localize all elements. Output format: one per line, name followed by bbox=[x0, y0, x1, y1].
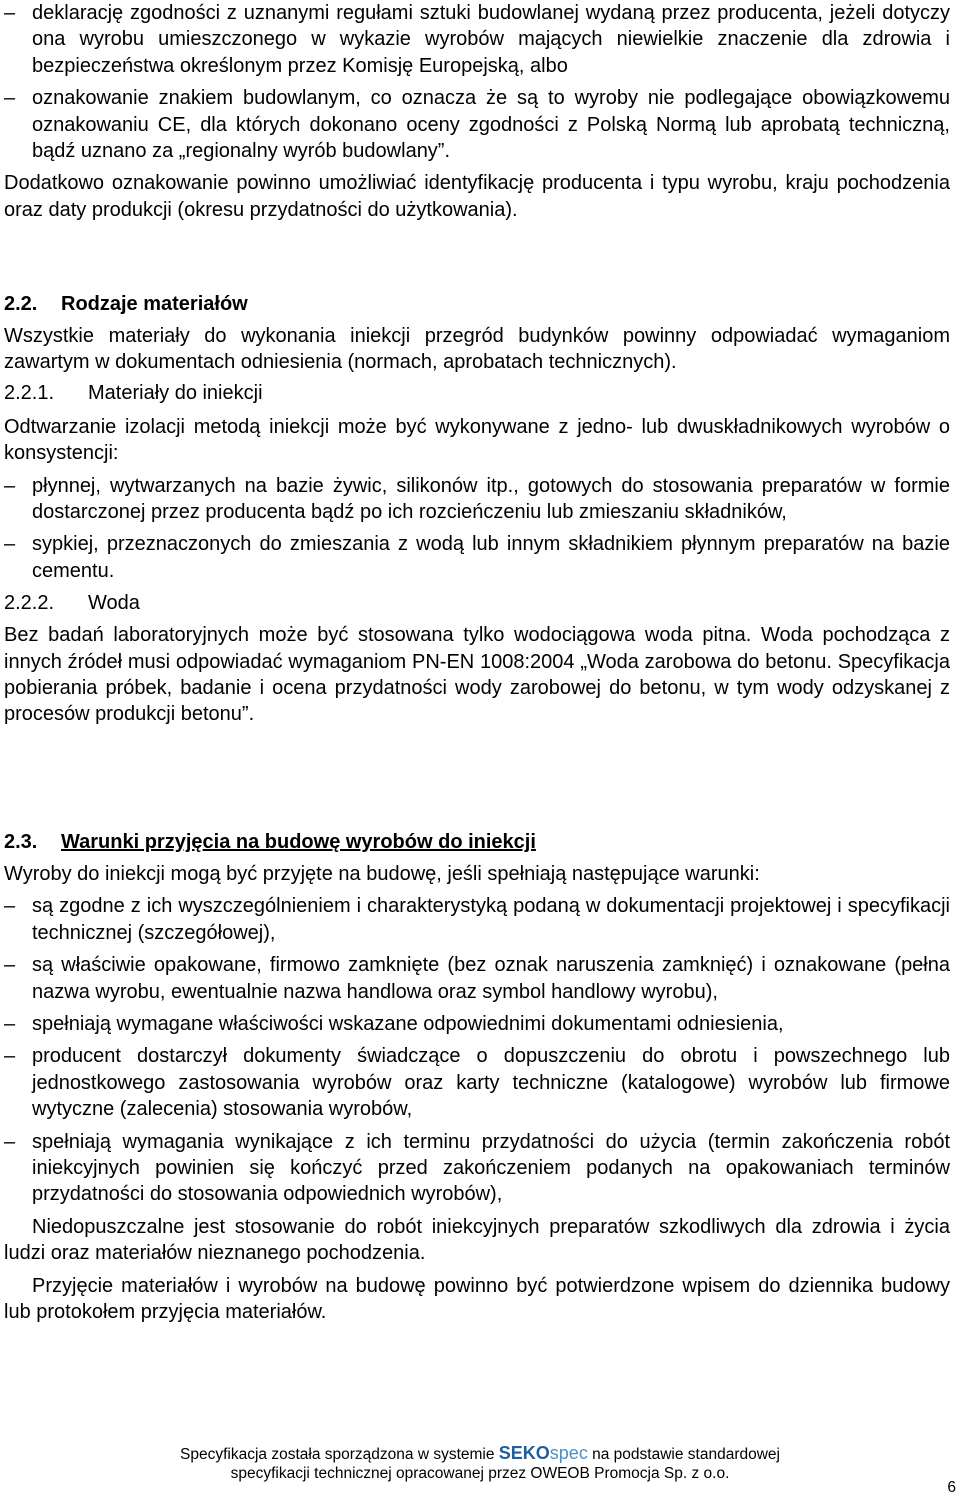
footer-line-1 bbox=[0, 1444, 960, 1464]
bullet-zgodne: – są zgodne z ich wyszczególnieniem i charakterystyką podaną w dokumentacji projektowej i specyfikacji technicznej (szczegółowej), bbox=[4, 893, 950, 946]
sekospec-logo-suffix: spec bbox=[549, 1443, 588, 1463]
subsection-title: Materiały do iniekcji bbox=[88, 381, 263, 404]
section-number: 2.3. bbox=[4, 831, 38, 853]
bullet-wlasciwosci: – spełniają wymagane właściwości wskazane odpowiednimi dokumentami odniesienia, bbox=[4, 1011, 950, 1037]
paragraph-materialy: Wszystkie materiały do wykonania iniekcji przegród budynków powinny odpowiadać wymaganiom zawartym w dokumentach odniesienia (normach, aprobatach technicznych). bbox=[4, 325, 950, 374]
paragraph-identyfikacja: Dodatkowo oznakowanie powinno umożliwiać identyfikację producenta i typu wyrobu, kraju pochodzenia oraz daty produkcji (okresu przydatności do użytkowania). bbox=[4, 172, 950, 221]
heading-2-2-2 bbox=[4, 590, 950, 616]
subsection-number: 2.2.2. bbox=[4, 592, 55, 615]
bullet-znak-budowlany: – oznakowanie znakiem budowlanym, co oznacza że są to wyroby nie podlegające obowiązkowemu oznakowaniu CE, dla których dokonano oceny zgodności z Polską Normą lub aprobatą techniczną, bądź uznano za „regionalny wyrób budowlany”. bbox=[4, 85, 950, 164]
footer-text: na podstawie standardowej bbox=[587, 1446, 780, 1463]
section-2-2 bbox=[4, 291, 950, 728]
subsection-title: Woda bbox=[88, 592, 140, 615]
paragraph-przyjecie: Przyjęcie materiałów i wyrobów na budowę powinno być potwierdzone wpisem do dziennika budowy lub protokołem przyjęcia materiałów. bbox=[4, 1274, 950, 1324]
section-title: Rodzaje materiałów bbox=[61, 293, 248, 315]
paragraph-woda: Bez badań laboratoryjnych może być stosowana tylko wodociągowa woda pitna. Woda pochodząca z innych źródeł musi odpowiadać wymaganiom PN-EN 1008:2004 „Woda zarobowa do betonu. Specyfikacja pobierania próbek, badanie i ocena przydatności wody zarobowej do betonu, w tym wody odzyskanej z procesów produkcji betonu”. bbox=[4, 624, 950, 726]
heading-2-3 bbox=[4, 829, 950, 855]
footer-line-2: specyfikacji technicznej opracowanej przez OWEOB Promocja Sp. z o.o. bbox=[230, 1465, 730, 1482]
sekospec-logo: SEKO bbox=[498, 1443, 550, 1463]
section-number: 2.2. bbox=[4, 293, 38, 315]
bullet-plynnej: – płynnej, wytwarzanych na bazie żywic, silikonów itp., gotowych do stosowania preparatów w formie dostarczonej przez producenta bądź po ich rozcieńczeniu lub zmieszaniu składników, bbox=[4, 473, 950, 526]
footer-text: Specyfikacja została sporządzona w systemie bbox=[180, 1446, 499, 1463]
page-number: 6 bbox=[947, 1479, 956, 1496]
bullet-deklaracja: – deklarację zgodności z uznanymi regułami sztuki budowlanej wydaną przez producenta, jeżeli dotyczy ona wyrobu umieszczonego w wykazie wyrobów mających niewielkie znaczenie dla zdrowia i bezpieczeństwa określonym przez Komisję Europejską, albo bbox=[4, 0, 950, 79]
page-footer bbox=[0, 1444, 960, 1483]
bullet-opakowane: – są właściwie opakowane, firmowo zamknięte (bez oznak naruszenia zamknięć) i oznakowane (pełna nazwa wyrobu, ewentualnie nazwa handlowa oraz symbol handlowy wyrobu), bbox=[4, 952, 950, 1005]
paragraph-odtwarzanie: Odtwarzanie izolacji metodą iniekcji może być wykonywane z jedno- lub dwuskładnikowych wyrobów o konsystencji: bbox=[4, 415, 950, 465]
subsection-number: 2.2.1. bbox=[4, 381, 55, 404]
bullet-dokumenty: – producent dostarczył dokumenty świadczące o dopuszczeniu do obrotu i powszechnego lub jednostkowego zastosowania wyrobów oraz karty techniczne (katalogowe) wyrobów lub firmowe wytyczne (zalecenia) stosowania wyrobów, bbox=[4, 1043, 950, 1122]
bullet-termin: – spełniają wymagania wynikające z ich terminu przydatności do użycia (termin zakończenia robót iniekcyjnych powinien się kończyć przed zakończeniem podanych na opakowaniach terminów przydatności do stosowania odpowiednich wyrobów), bbox=[4, 1129, 950, 1208]
section-2-3 bbox=[4, 829, 950, 1326]
section-title: Warunki przyjęcia na budowę wyrobów do iniekcji bbox=[61, 831, 536, 853]
paragraph-niedopuszczalne: Niedopuszczalne jest stosowanie do robót iniekcyjnych preparatów szkodliwych dla zdrowia i życia ludzi oraz materiałów nieznanego pochodzenia. bbox=[4, 1215, 950, 1265]
bullet-sypkiej: – sypkiej, przeznaczonych do zmieszania z wodą lub innym składnikiem płynnym preparatów na bazie cementu. bbox=[4, 531, 950, 584]
heading-2-2 bbox=[4, 291, 950, 317]
block-oznakowanie bbox=[4, 0, 950, 223]
heading-2-2-1 bbox=[4, 380, 950, 406]
paragraph-warunki: Wyroby do iniekcji mogą być przyjęte na budowę, jeśli spełniają następujące warunki: bbox=[4, 863, 760, 885]
